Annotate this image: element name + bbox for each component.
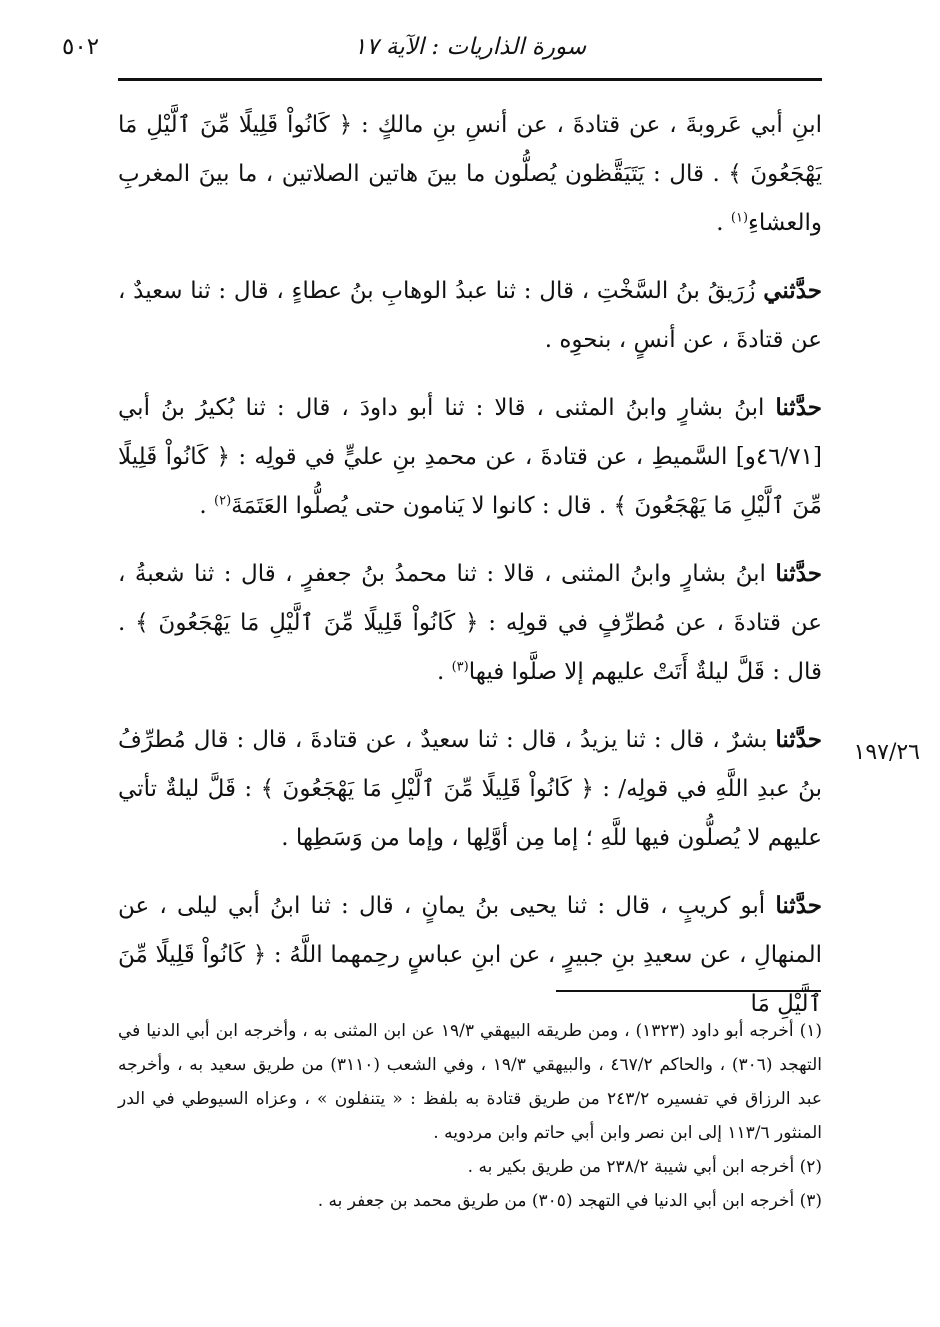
page-number: ٥٠٢ <box>62 34 100 60</box>
paragraph-tail: . <box>199 493 215 519</box>
paragraph <box>118 100 822 248</box>
paragraph-text: ابنُ بشارٍ وابنُ المثنى ، قالا : ثنا محمدُ بنُ جعفرٍ ، قال : ثنا شعبةُ ، عن قتادةَ ، عن مُطرِّفٍ في قولِه : ﴿ كَانُواْ قَلِيلًا مِّنَ ٱلَّيْلِ مَا يَهْجَعُونَ ﴾ . قال : قَلَّ ليلةٌ أَتَتْ عليهم إلا صلَّوا فيها <box>118 561 822 685</box>
running-title: سورة الذاريات : الآية ١٧ <box>353 34 587 60</box>
footnote-marker: (٢) <box>214 493 232 509</box>
paragraph <box>118 383 822 531</box>
paragraph-text: ابنُ بشارٍ وابنُ المثنى ، قالا : ثنا أبو داودَ ، قال : ثنا بُكيرُ بنُ أبي [٤٦/٧١و] السَّميطِ ، عن قتادةَ ، عن محمدِ بنِ عليٍّ في قولِه : ﴿ كَانُواْ قَلِيلًا مِّنَ ٱلَّيْلِ مَا يَهْجَعُونَ ﴾ . قال : كانوا لا يَنامون حتى يُصلُّوا العَتَمَةَ <box>118 395 822 519</box>
paragraph-lead: حدَّثنا <box>775 394 822 421</box>
footnote: (٣) أخرجه ابن أبي الدنيا في التهجد (٣٠٥) من طريق محمد بن جعفر به . <box>317 1191 822 1211</box>
footnote-rule <box>556 990 821 992</box>
footnote: (١) أخرجه أبو داود (١٣٢٣) ، ومن طريقه البيهقي ١٩/٣ عن ابن المثنى به ، وأخرجه ابن أبي الدنيا في التهجد (٣٠٦) ، والحاكم ٤٦٧/٢ ، والبيهقي ١٩/٣ ، وفي الشعب (٣١١٠) من طريق سعيد به ، وأخرجه عبد الرزاق في تفسيره ٢٤٣/٢ من طريق قتادة به بلفظ : « يتنفلون » ، وعزاه السيوطي في الدر المنثور ١١٣/٦ إلى ابن نصر وابن أبي حاتم وابن مردويه . <box>118 1021 822 1143</box>
header-rule <box>118 78 822 81</box>
paragraph <box>118 549 822 697</box>
paragraph-lead: حدَّثني <box>763 277 822 304</box>
page-header <box>62 28 822 70</box>
main-text <box>118 100 822 1047</box>
footnotes <box>118 1014 822 1218</box>
paragraph-lead: حدَّثنا <box>775 560 822 587</box>
margin-reference: ١٩٧/٢٦ <box>853 740 920 765</box>
paragraph <box>118 881 822 1029</box>
paragraph <box>118 715 822 863</box>
paragraph-text: بشرٌ ، قال : ثنا يزيدُ ، قال : ثنا سعيدٌ ، عن قتادةَ ، قال : قال مُطرِّفُ بنُ عبدِ اللَّهِ في قولِه/ : ﴿ كَانُواْ قَلِيلًا مِّنَ ٱلَّيْلِ مَا يَهْجَعُونَ ﴾ : قَلَّ ليلةٌ تأتي عليهم لا يُصلُّون فيها للَّهِ ؛ إما مِن أوَّلِها ، وإما من وَسَطِها . <box>118 727 822 851</box>
paragraph-text: زُرَيقُ بنُ السَّخْتِ ، قال : ثنا عبدُ الوهابِ بنُ عطاءٍ ، قال : ثنا سعيدٌ ، عن قتادةَ ، عن أنسٍ ، بنحوِه . <box>118 278 822 353</box>
footnote-marker: (٣) <box>451 659 469 675</box>
paragraph <box>118 266 822 365</box>
paragraph-tail: . <box>436 659 452 685</box>
paragraph-lead: حدَّثنا <box>775 892 822 919</box>
paragraph-text: ابنِ أبي عَروبةَ ، عن قتادةَ ، عن أنسِ بنِ مالكٍ : ﴿ كَانُواْ قَلِيلًا مِّنَ ٱلَّيْلِ مَا يَهْجَعُونَ ﴾ . قال : يَتَيَقَّظون يُصلُّون ما بينَ هاتين الصلاتين ، ما بينَ المغربِ والعشاءِ <box>118 112 822 236</box>
footnote: (٢) أخرجه ابن أبي شيبة ٢٣٨/٢ من طريق بكير به . <box>467 1157 822 1177</box>
paragraph-tail: . <box>716 210 731 236</box>
paragraph-text: أبو كريبٍ ، قال : ثنا يحيى بنُ يمانٍ ، قال : ثنا ابنُ أبي ليلى ، عن المنهالِ ، عن سعيدِ بنِ جبيرٍ ، عن ابنِ عباسٍ رحِمهما اللَّهُ : ﴿ كَانُواْ قَلِيلًا مِّنَ ٱلَّيْلِ مَا <box>118 893 822 1017</box>
footnote-marker: (١) <box>730 210 749 226</box>
paragraph-lead: حدَّثنا <box>775 726 822 753</box>
